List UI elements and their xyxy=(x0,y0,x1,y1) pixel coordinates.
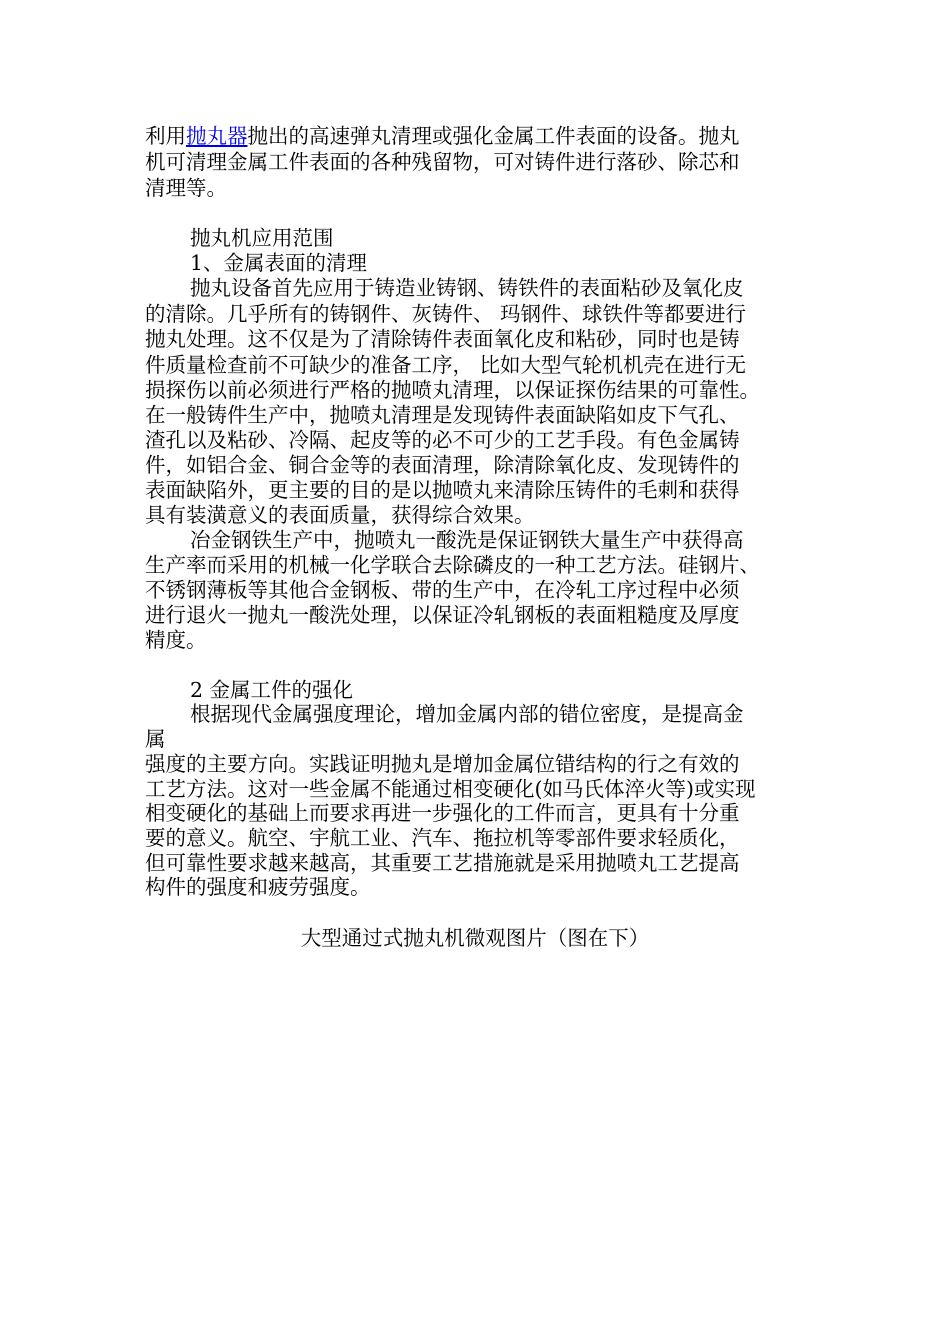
sub1-para1-line: 损探伤以前必须进行严格的抛喷丸清理，以保证探伤结果的可靠性。 xyxy=(145,378,760,402)
intro-line-1 xyxy=(145,124,740,148)
sub2-para-line: 工艺方法。这对一些金属不能通过相变硬化(如马氏体淬火等)或实现 xyxy=(145,777,756,801)
sub2-para-line: 构件的强度和疲劳强度。 xyxy=(145,875,371,899)
sub1-para1-line: 表面缺陷外，更主要的目的是以抛喷丸来清除压铸件的毛刺和获得 xyxy=(145,478,740,502)
sub1-heading: 1、金属表面的清理 xyxy=(190,251,368,275)
intro-line-2: 机可清理金属工件表面的各种残留物，可对铸件进行落砂、除芯和 xyxy=(145,150,740,174)
sub1-para1-line: 件质量检查前不可缺少的准备工序， 比如大型气轮机机壳在进行无 xyxy=(145,353,747,377)
sub2-para-line: 相变硬化的基础上而要求再进一步强化的工件而言，更具有十分重 xyxy=(145,801,740,825)
sub1-para2-line: 进行退火一抛丸一酸洗处理，以保证冷轧钢板的表面粗糙度及厚度 xyxy=(145,603,740,627)
section-title: 抛丸机应用范围 xyxy=(190,226,334,250)
sub1-para2-line: 精度。 xyxy=(145,628,207,652)
sub2-para-line: 强度的主要方向。实践证明抛丸是增加金属位错结构的行之有效的 xyxy=(145,752,740,776)
sub1-para1-line: 抛丸处理。这不仅是为了清除铸件表面氧化皮和粘砂，同时也是铸 xyxy=(145,327,740,351)
sub1-para2-line: 冶金钢铁生产中，抛喷丸一酸洗是保证钢铁大量生产中获得高 xyxy=(190,528,744,552)
intro-post-link: 抛出的高速弹丸清理或强化金属工件表面的设备。抛丸 xyxy=(247,124,740,148)
sub1-para2-line: 生产率而采用的机械一化学联合去除磷皮的一种工艺方法。硅钢片、 xyxy=(145,553,760,577)
sub2-heading: 2 金属工件的强化 xyxy=(190,678,354,702)
sub1-para2-line: 不锈钢薄板等其他合金钢板、带的生产中，在冷轧工序过程中必须 xyxy=(145,578,740,602)
sub1-para1-line: 在一般铸件生产中，抛喷丸清理是发现铸件表面缺陷如皮下气孔、 xyxy=(145,403,740,427)
shot-blaster-link[interactable]: 抛丸器 xyxy=(186,124,248,148)
sub1-para1-line: 具有装潢意义的表面质量，获得综合效果。 xyxy=(145,503,535,527)
sub2-para-line: 但可靠性要求越来越高，其重要工艺措施就是采用抛喷丸工艺提高 xyxy=(145,851,740,875)
sub2-para-line: 根据现代金属强度理论，增加金属内部的错位密度，是提高金 xyxy=(190,702,744,726)
sub2-para-line: 要的意义。航空、宇航工业、汽车、拖拉机等零部件要求轻质化， xyxy=(145,826,740,850)
sub1-para1-line: 的清除。几乎所有的铸钢件、灰铸件、 玛钢件、球铁件等都要进行 xyxy=(145,302,747,326)
image-caption: 大型通过式抛丸机微观图片（图在下） xyxy=(300,926,650,950)
sub2-para-line: 属 xyxy=(145,727,166,751)
sub1-para1-line: 渣孔以及粘砂、冷隔、起皮等的必不可少的工艺手段。有色金属铸 xyxy=(145,428,740,452)
sub1-para1-line: 件，如铝合金、铜合金等的表面清理，除清除氧化皮、发现铸件的 xyxy=(145,453,740,477)
intro-line-3: 清理等。 xyxy=(145,176,227,200)
intro-pre-link: 利用 xyxy=(145,124,186,148)
sub1-para1-line: 抛丸设备首先应用于铸造业铸钢、铸铁件的表面粘砂及氧化皮 xyxy=(190,276,744,300)
